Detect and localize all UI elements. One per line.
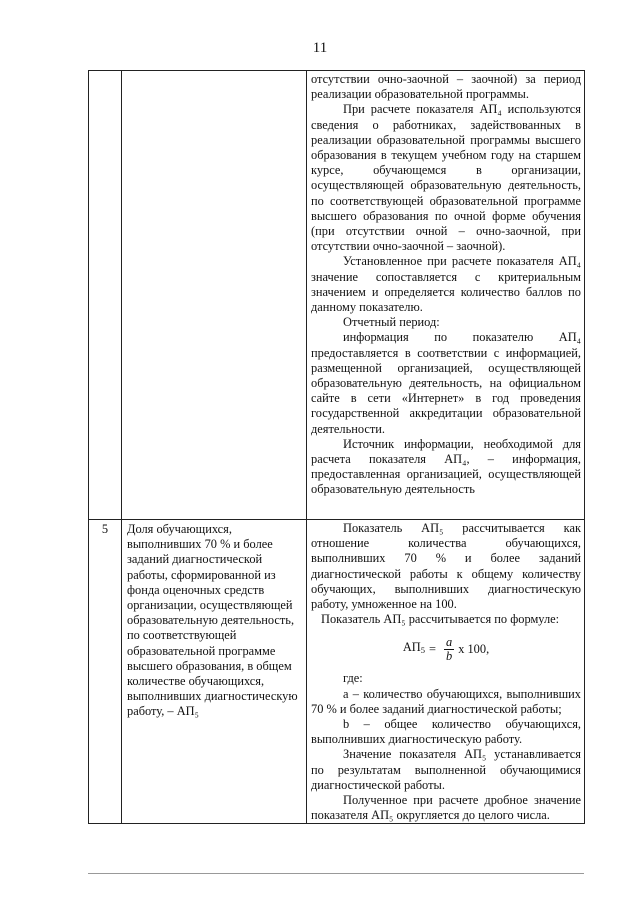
row-number-cell: 5 — [89, 520, 122, 824]
criteria-table — [88, 70, 585, 824]
page-number: 11 — [312, 40, 328, 56]
formula-fraction — [444, 636, 454, 663]
formula-denominator: b — [445, 648, 453, 663]
row-number-cell — [89, 71, 122, 520]
indicator-name-cell — [122, 520, 307, 824]
page-bottom-rule — [88, 873, 584, 874]
paragraph: отсутствии очно-заочной – заочной) за период реализации образовательной программы. — [311, 72, 581, 102]
paragraph: b – общее количество обучающихся, выполнивших диагностическую работу. — [311, 717, 581, 747]
indicator-name: Доля обучающихся, выполнивших 70 % и более заданий диагностической работы, сформированной из фонда оценочных средств организации, осуществляющей образовательную деятельность, по соответствующей образовательной программе высшего образования, в общем количестве обучающихся, выполнивших диагностическую работу, – АП₅ — [127, 522, 298, 719]
formula-lhs: $АП_5$ — [402, 640, 425, 656]
formula-multiplier: x 100, — [458, 641, 490, 656]
formula — [311, 633, 581, 665]
table-row — [89, 520, 585, 824]
paragraph: a – количество обучающихся, выполнивших 70 % и более заданий диагностической работы; — [311, 686, 581, 716]
paragraph: информация по показателю АП₄ предоставляется в соответствии с информацией, размещенной организацией, осуществляющей образовательную деятельность, на официальном сайте в сети «Интернет» в год проведения государственной аккредитации образовательной деятельности. — [311, 330, 581, 436]
paragraph: Полученное при расчете дробное значение показателя АП₅ округляется до целого числа. — [311, 793, 581, 823]
table-row — [89, 71, 585, 520]
indicator-name-cell — [122, 71, 307, 520]
paragraph: Источник информации, необходимой для расчета показателя АП₄, – информация, предоставленная организацией, осуществляющей образовательную деятельность — [311, 436, 581, 497]
indicator-description-cell — [307, 71, 585, 520]
paragraph: Установленное при расчете показателя АП₄ значение сопоставляется с критериальным значением и определяется количество баллов по данному показателю. — [311, 254, 581, 315]
paragraph: Показатель АП₅ рассчитывается по формуле: — [321, 612, 560, 627]
paragraph: Значение показателя АП₅ устанавливается по результатам выполненной обучающимися диагностической работы. — [311, 747, 581, 792]
paragraph: При расчете показателя АП₄ используются сведения о работниках, задействованных в реализации образовательной программы высшего образования в текущем учебном году на старшем курсе, обучающемся в организации, осуществляющей образовательную деятельность, по соответствующей образовательной программе высшего образования по очной форме обучения (при отсутствии очной – очно-заочной, при отсутствии очно-заочной – заочной). — [311, 102, 581, 254]
paragraph: где: — [343, 671, 363, 686]
indicator-description-cell — [307, 520, 585, 824]
paragraph: Отчетный период: — [343, 315, 440, 330]
formula-numerator: a — [445, 634, 453, 649]
formula-equals: = — [428, 641, 436, 656]
paragraph: Показатель АП₅ рассчитывается как отношение количества обучающихся, выполнивших 70 % и более заданий диагностической работы к общему количеству обучающих, выполнивших диагностическую работу, умноженное на 100. — [311, 521, 581, 612]
